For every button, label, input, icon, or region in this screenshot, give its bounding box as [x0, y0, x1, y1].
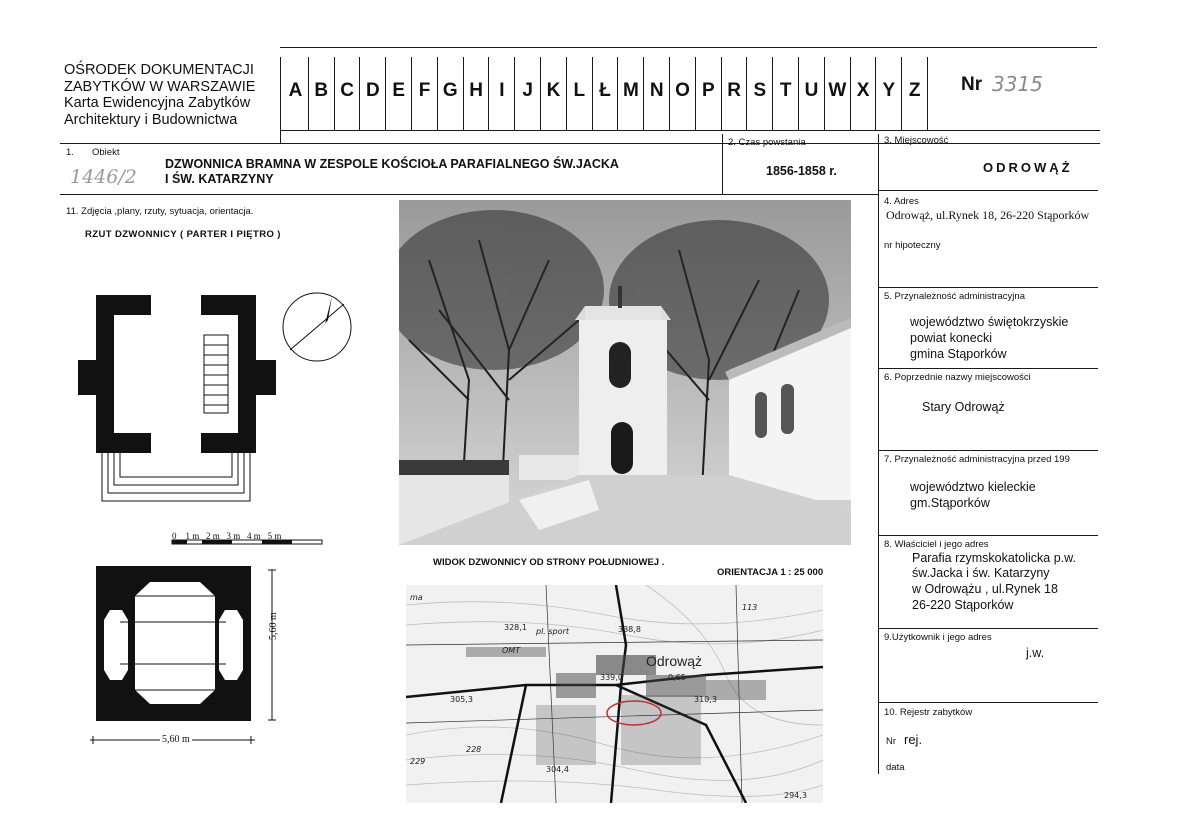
register-nr-value: rej.: [904, 732, 923, 747]
scale-label-1: 1 m: [185, 531, 200, 541]
previous-names-label: 6. Poprzednie nazwy miejscowości: [884, 372, 1031, 383]
map-label-339: 339,0: [600, 673, 623, 682]
letter-index-15: O: [675, 80, 690, 101]
letter-index-22: X: [856, 80, 870, 101]
address-value: Odrowąż, ul.Rynek 18, 26-220 Stąporków: [886, 208, 1090, 222]
dimension-vertical: 5,60 m: [268, 612, 279, 640]
scale-label-2: 2 m: [206, 531, 220, 541]
scale-label-3: 3 m: [226, 531, 241, 541]
map-label-338: 338,8: [618, 625, 641, 634]
letter-index-1: B: [314, 80, 329, 101]
map-orientation: ORIENTACJA 1 : 25 000: [717, 567, 824, 578]
map-town-label: Odrowąż: [646, 653, 703, 669]
location-map-drawing: [406, 585, 823, 803]
map-label-310: 310,3: [694, 695, 717, 704]
owner-line-4: 26-220 Stąporków: [912, 598, 1014, 612]
admin-before-label: 7. Przynależność administracyjna przed 199: [884, 454, 1070, 465]
upper-floor-plan: [90, 560, 290, 750]
mortgage-label: nr hipoteczny: [884, 240, 941, 251]
register-nr-label: Nr: [886, 736, 897, 747]
card-number-label: Nr: [961, 74, 983, 95]
register-label: 10. Rejestr zabytków: [884, 707, 973, 718]
scale-label-0: 0: [172, 531, 177, 541]
letter-index-11: L: [573, 80, 586, 101]
owner-line-2: św.Jacka i św. Katarzyny: [912, 566, 1050, 580]
bell-tower-photo-drawing: [399, 200, 851, 545]
user-label: 9.Użytkownik i jego adres: [884, 632, 992, 643]
letter-index-7: H: [469, 80, 483, 101]
letter-index-20: U: [804, 80, 819, 101]
letter-index-4: E: [392, 80, 406, 101]
letter-index-17: R: [727, 80, 741, 101]
letter-index-3: D: [366, 80, 380, 101]
map-label-228: 228: [466, 745, 482, 754]
admin-label: 5. Przynależność administracyjna: [884, 291, 1025, 302]
map-label-294: 294,3: [784, 791, 807, 800]
letter-index-9: J: [522, 80, 533, 101]
card-number-value: 3315: [992, 72, 1043, 96]
letter-index-10: K: [546, 80, 561, 101]
letter-index-23: Y: [882, 80, 896, 101]
bell-tower-photo: [399, 200, 851, 545]
locality-label: 3. Miejscowość: [884, 135, 949, 146]
letter-index-12: Ł: [599, 80, 611, 101]
map-label-328: 328,1: [504, 623, 527, 632]
letter-index-24: Z: [908, 80, 921, 101]
address-label: 4. Adres: [884, 196, 919, 207]
map-label-omt: OMT: [502, 646, 521, 655]
north-arrow: [280, 290, 356, 366]
register-date-label: data: [886, 762, 905, 773]
map-label-304: 304,4: [546, 765, 569, 774]
photos-section-label: 11. Zdjęcia ,plany, rzuty, sytuacja, orientacja.: [66, 206, 254, 217]
letter-index-18: S: [753, 80, 767, 101]
location-map: [406, 585, 823, 803]
title-line-3: Karta Ewidencyjna Zabytków: [64, 95, 251, 111]
owner-line-3: w Odrowążu , ul.Rynek 18: [912, 582, 1058, 596]
admin-before-line-1: województwo kieleckie: [910, 480, 1036, 494]
map-label-229: 229: [410, 757, 426, 766]
map-label-065: 0,65: [668, 673, 686, 682]
admin-line-3: gmina Stąporków: [910, 347, 1007, 361]
ground-floor-plan: [70, 285, 290, 515]
previous-names-value: Stary Odrowąż: [922, 400, 1005, 414]
photo-caption: WIDOK DZWONNICY OD STRONY POŁUDNIOWEJ .: [433, 557, 665, 568]
scale-label-4: 4 m: [247, 531, 261, 541]
object-handwritten-code: 1446/2: [70, 166, 137, 188]
letter-index-6: G: [442, 80, 458, 101]
admin-line-2: powiat konecki: [910, 331, 992, 345]
period-value: 1856-1858 r.: [766, 164, 837, 178]
object-name-line-2: I ŚW. KATARZYNY: [165, 172, 274, 186]
period-label: 2. Czas powstania: [728, 137, 806, 148]
map-label-113: 113: [742, 603, 758, 612]
dimension-horizontal: 5,60 m: [162, 734, 190, 745]
scale-label-5: 5 m: [267, 531, 282, 541]
owner-label: 8. Właściciel i jego adres: [884, 539, 989, 550]
title-line-4: Architektury i Budownictwa: [64, 111, 238, 128]
institution-title: [64, 62, 255, 128]
letter-index-2: C: [340, 80, 354, 101]
letter-index-0: A: [288, 80, 303, 101]
object-label: Obiekt: [92, 147, 120, 158]
object-number-label: 1.: [66, 147, 74, 158]
owner-line-1: Parafia rzymskokatolicka p.w.: [912, 551, 1076, 565]
letter-index-21: W: [828, 80, 847, 101]
letter-index-16: P: [701, 80, 715, 101]
map-label-305: 305,3: [450, 695, 473, 704]
title-line-1: OŚRODEK DOKUMENTACJI: [64, 62, 254, 78]
letter-index-19: T: [779, 80, 792, 101]
user-value: j.w.: [1026, 646, 1045, 660]
admin-line-1: województwo świętokrzyskie: [910, 315, 1069, 329]
letter-index-8: I: [499, 80, 505, 101]
scale-labels: [172, 531, 281, 541]
map-label-plsport: pl. sport: [536, 627, 569, 636]
map-label-ma: ma: [410, 593, 423, 602]
admin-before-line-2: gm.Stąporków: [910, 496, 990, 510]
plan-title: RZUT DZWONNICY ( PARTER I PIĘTRO ): [85, 229, 281, 240]
letter-index-5: F: [418, 80, 431, 101]
title-line-2: ZABYTKÓW W WARSZAWIE: [64, 78, 256, 95]
object-name-line-1: DZWONNICA BRAMNA W ZESPOLE KOŚCIOŁA PARAFIALNEGO ŚW.JACKA: [165, 157, 619, 171]
letter-index-14: N: [649, 80, 664, 101]
locality-value: ODROWĄŻ: [983, 160, 1073, 175]
letter-index-13: M: [622, 80, 639, 101]
